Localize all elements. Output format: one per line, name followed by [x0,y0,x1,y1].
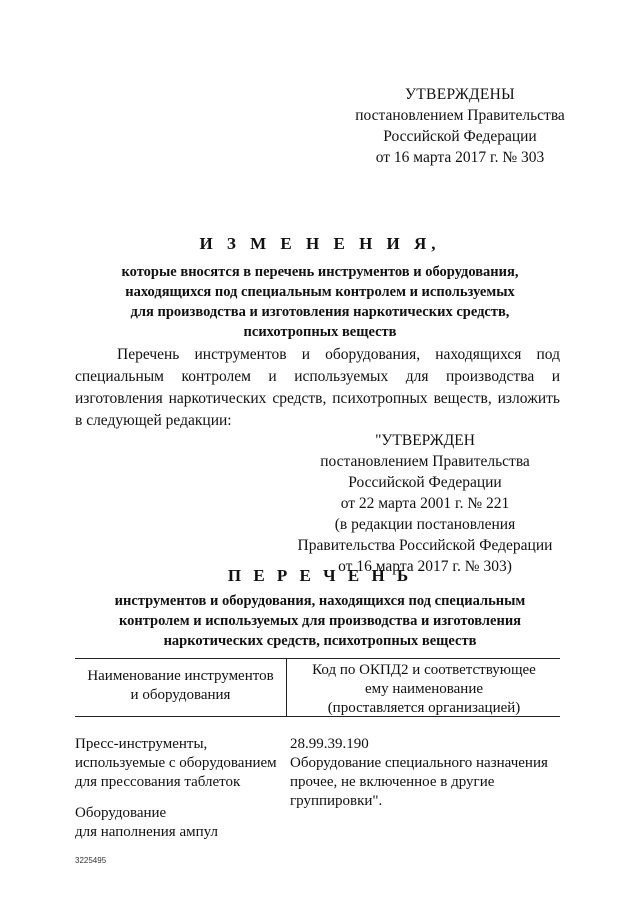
list-subtitle-line: инструментов и оборудования, находящихся под специальным [114,593,526,609]
changes-subtitle-line: находящихся под специальным контролем и используемых [125,284,515,300]
list-title: П Е Р Е Ч Е Н Ь [227,566,413,585]
approval-line: постановлением Правительства [355,107,565,124]
table-cell-line: используемые с оборудованием [75,755,277,771]
approval-quote-line: Российской Федерации [348,474,502,491]
changes-subtitle [60,262,580,342]
table-cell-line: Оборудование [75,805,167,821]
approval-quote-title: "УТВЕРЖДЕН [375,432,475,449]
table-header-line: и оборудования [130,687,231,703]
table-cell-line: прочее, не включенное в другие [290,774,495,790]
table-cell-line: для наполнения ампул [75,824,218,840]
paragraph-first-line: Перечень инструментов и оборудования, находящихся под [117,346,560,363]
approval-quote-line: от 22 марта 2001 г. № 221 [340,495,510,512]
table-row-code [290,735,560,811]
table-top-rule [75,658,560,659]
approval-line: от 16 марта 2017 г. № 303 [375,149,545,166]
table-cell-line: 28.99.39.190 [290,736,369,752]
table-header-line: Код по ОКПД2 и соответствующее [312,662,536,678]
approval-quote-line: Правительства Российской Федерации [297,537,553,554]
list-subtitle-line: контролем и используемых для производства и изготовления [118,613,522,629]
changes-subtitle-line: которые вносятся в перечень инструментов и оборудования, [121,264,519,280]
table-header-line: ему наименование [364,681,484,697]
table-column-divider [286,658,287,717]
approval-quote-line: от 16 марта 2017 г. № 303) [338,558,512,575]
changes-title: И З М Е Н Е Н И Я, [199,234,441,253]
table-cell-line: для прессования таблеток [75,774,241,790]
approval-quote-line: постановлением Правительства [320,453,530,470]
changes-subtitle-line: психотропных веществ [243,324,397,340]
table-header-name [78,667,283,705]
changes-subtitle-line: для производства и изготовления наркотических средств, [130,304,510,320]
approval-line: Российской Федерации [383,128,537,145]
approval-title: УТВЕРЖДЕНЫ [405,86,515,103]
approval-header [330,84,590,168]
table-header-code [290,661,558,718]
approval-quote-line: (в редакции постановления [334,516,516,533]
paragraph-text: специальным контролем и используемых для производства и изготовления наркотических средств, психотропных веществ, изложить в следующей редакции: [75,368,560,429]
approval-quote [290,430,560,577]
table-row-name [75,735,287,792]
table-header-line: (проставляется организацией) [327,700,521,716]
table-header-line: Наименование инструментов [87,668,274,684]
table-cell-line: Оборудование специального назначения [290,755,548,771]
list-subtitle [60,591,580,651]
document-number: 3225495 [75,856,107,865]
table-cell-line: Пресс-инструменты, [75,736,208,752]
body-paragraph [75,344,560,432]
table-cell-line: группировки". [290,793,383,809]
table-row-name [75,804,287,842]
list-subtitle-line: наркотических средств, психотропных веществ [163,633,477,649]
